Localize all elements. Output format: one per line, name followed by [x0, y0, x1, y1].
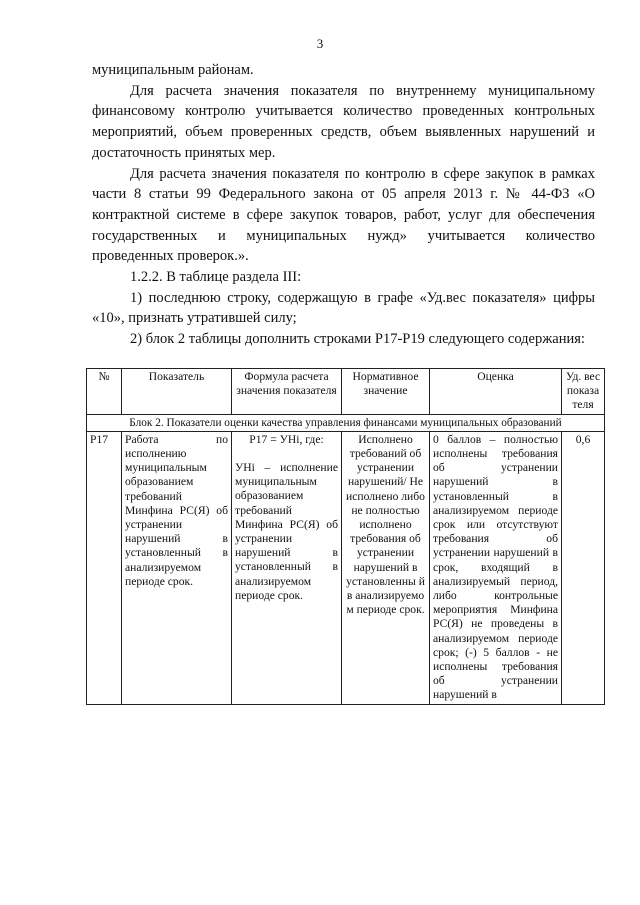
block-title-row	[87, 414, 605, 431]
table-header-row	[87, 369, 605, 415]
paragraph-5: 1) последнюю строку, содержащую в графе «Уд.вес показателя» цифры «10», признать утратившей силу;	[92, 289, 595, 327]
paragraph-2: Для расчета значения показателя по внутреннему муниципальному финансовому контролю учитывается количество проведенных контрольных мероприятий, объем проверенных средств, объем выявленных нарушений и достаточность принятых мер.	[92, 82, 595, 161]
table-row	[87, 431, 605, 704]
paragraph-4: 1.2.2. В таблице раздела III:	[130, 269, 302, 286]
row-formula	[232, 431, 342, 704]
row-num: Р17	[87, 431, 122, 704]
row-assessment: 0 баллов – полностью исполнены требования об устранении нарушений в установленный в анализируемом периоде срок или отсутствуют требования об устранении нарушений в срок, входящий в анализируемый период, либо контрольные мероприятия Минфина РС(Я) не проведены в анализируемом периоде срок; (-) 5 баллов - не исполнены требования об устранении нарушений в	[430, 431, 562, 704]
paragraph-1: муниципальным районам.	[92, 62, 254, 78]
header-weight: Уд. вес показа теля	[562, 369, 605, 415]
row-indicator: Работа по исполнению муниципальным образованием требований Минфина РС(Я) об устранении нарушений в установленный в анализируемом периоде срок.	[122, 431, 232, 704]
header-assessment: Оценка	[430, 369, 562, 415]
page-number: 3	[316, 36, 324, 51]
header-normative: Нормативное значение	[342, 369, 430, 415]
row-weight: 0,6	[562, 431, 605, 704]
formula-head: Р17 = УНi, где:	[249, 432, 324, 446]
paragraph-3: Для расчета значения показателя по контролю в сфере закупок в рамках части 8 статьи 99 Федерального закона от 05 апреля 2013 г. № 44-ФЗ «О контрактной системе в сфере закупок товаров, работ, услуг для обеспечения государственных и муниципальных нужд» учитывается количество проведенных проверок.».	[92, 165, 595, 265]
block-title: Блок 2. Показатели оценки качества управления финансами муниципальных образований	[87, 414, 605, 431]
header-formula: Формула расчета значения показателя	[232, 369, 342, 415]
header-num: №	[87, 369, 122, 415]
row-normative: Исполнено требований об устранении нарушений/ Не исполнено либо не полностью исполнено требования об устранении нарушений в установленны й в анализируемо м периоде срок.	[342, 431, 430, 704]
formula-body: УНi – исполнение муниципальным образованием требований Минфина РС(Я) об устранении нарушений в установленный в анализируемом периоде срок.	[235, 461, 338, 602]
indicators-table	[86, 368, 605, 705]
paragraph-6: 2) блок 2 таблицы дополнить строками Р17-Р19 следующего содержания:	[130, 331, 585, 348]
header-indicator: Показатель	[122, 369, 232, 415]
document-body	[92, 60, 595, 350]
